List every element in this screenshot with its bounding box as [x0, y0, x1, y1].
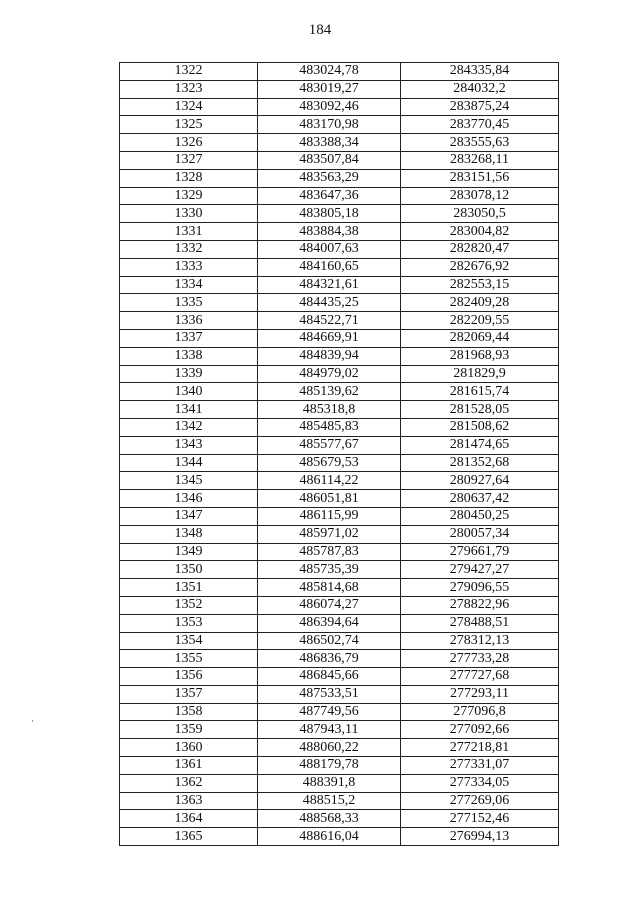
x-coordinate-cell: 486074,27 [258, 596, 401, 614]
table-row [120, 739, 559, 757]
y-coordinate-cell: 283004,82 [401, 223, 559, 241]
table-row [120, 418, 559, 436]
y-coordinate-cell: 281528,05 [401, 401, 559, 419]
point-number-cell: 1344 [120, 454, 258, 472]
table-row [120, 205, 559, 223]
x-coordinate-cell: 484007,63 [258, 240, 401, 258]
x-coordinate-cell: 483024,78 [258, 63, 401, 81]
point-number-cell: 1341 [120, 401, 258, 419]
point-number-cell: 1324 [120, 98, 258, 116]
table-row [120, 294, 559, 312]
table-row [120, 454, 559, 472]
y-coordinate-cell: 280927,64 [401, 472, 559, 490]
table-row [120, 401, 559, 419]
x-coordinate-cell: 487533,51 [258, 685, 401, 703]
table-row [120, 650, 559, 668]
point-number-cell: 1326 [120, 134, 258, 152]
y-coordinate-cell: 278822,96 [401, 596, 559, 614]
point-number-cell: 1339 [120, 365, 258, 383]
table-row [120, 596, 559, 614]
x-coordinate-cell: 483805,18 [258, 205, 401, 223]
y-coordinate-cell: 283268,11 [401, 151, 559, 169]
x-coordinate-cell: 488616,04 [258, 828, 401, 846]
point-number-cell: 1327 [120, 151, 258, 169]
y-coordinate-cell: 282676,92 [401, 258, 559, 276]
x-coordinate-cell: 485971,02 [258, 525, 401, 543]
x-coordinate-cell: 487749,56 [258, 703, 401, 721]
point-number-cell: 1363 [120, 792, 258, 810]
point-number-cell: 1354 [120, 632, 258, 650]
point-number-cell: 1334 [120, 276, 258, 294]
point-number-cell: 1333 [120, 258, 258, 276]
y-coordinate-cell: 283050,5 [401, 205, 559, 223]
x-coordinate-cell: 484839,94 [258, 347, 401, 365]
point-number-cell: 1350 [120, 561, 258, 579]
x-coordinate-cell: 484160,65 [258, 258, 401, 276]
table-row [120, 347, 559, 365]
y-coordinate-cell: 281829,9 [401, 365, 559, 383]
point-number-cell: 1360 [120, 739, 258, 757]
y-coordinate-cell: 278312,13 [401, 632, 559, 650]
x-coordinate-cell: 483170,98 [258, 116, 401, 134]
y-coordinate-cell: 283875,24 [401, 98, 559, 116]
table-row [120, 579, 559, 597]
table-row [120, 223, 559, 241]
table-row [120, 757, 559, 775]
y-coordinate-cell: 284335,84 [401, 63, 559, 81]
table-row [120, 525, 559, 543]
x-coordinate-cell: 488568,33 [258, 810, 401, 828]
coordinates-table [119, 62, 559, 846]
table-row [120, 329, 559, 347]
table-row [120, 134, 559, 152]
table-row [120, 472, 559, 490]
table-row [120, 614, 559, 632]
table-row [120, 80, 559, 98]
y-coordinate-cell: 281968,93 [401, 347, 559, 365]
point-number-cell: 1345 [120, 472, 258, 490]
table-row [120, 276, 559, 294]
point-number-cell: 1359 [120, 721, 258, 739]
y-coordinate-cell: 278488,51 [401, 614, 559, 632]
x-coordinate-cell: 483019,27 [258, 80, 401, 98]
x-coordinate-cell: 483092,46 [258, 98, 401, 116]
x-coordinate-cell: 485577,67 [258, 436, 401, 454]
x-coordinate-cell: 488515,2 [258, 792, 401, 810]
table-row [120, 240, 559, 258]
y-coordinate-cell: 282409,28 [401, 294, 559, 312]
point-number-cell: 1330 [120, 205, 258, 223]
table-row [120, 98, 559, 116]
x-coordinate-cell: 484321,61 [258, 276, 401, 294]
point-number-cell: 1364 [120, 810, 258, 828]
y-coordinate-cell: 277092,66 [401, 721, 559, 739]
y-coordinate-cell: 280637,42 [401, 490, 559, 508]
y-coordinate-cell: 281615,74 [401, 383, 559, 401]
y-coordinate-cell: 277096,8 [401, 703, 559, 721]
y-coordinate-cell: 283555,63 [401, 134, 559, 152]
point-number-cell: 1356 [120, 668, 258, 686]
table-row [120, 685, 559, 703]
point-number-cell: 1355 [120, 650, 258, 668]
x-coordinate-cell: 488391,8 [258, 774, 401, 792]
x-coordinate-cell: 487943,11 [258, 721, 401, 739]
point-number-cell: 1352 [120, 596, 258, 614]
x-coordinate-cell: 486845,66 [258, 668, 401, 686]
x-coordinate-cell: 485735,39 [258, 561, 401, 579]
x-coordinate-cell: 485814,68 [258, 579, 401, 597]
point-number-cell: 1362 [120, 774, 258, 792]
table-row [120, 365, 559, 383]
x-coordinate-cell: 485318,8 [258, 401, 401, 419]
point-number-cell: 1340 [120, 383, 258, 401]
point-number-cell: 1338 [120, 347, 258, 365]
y-coordinate-cell: 277152,46 [401, 810, 559, 828]
table-row [120, 312, 559, 330]
x-coordinate-cell: 486836,79 [258, 650, 401, 668]
table-row [120, 151, 559, 169]
table-row [120, 490, 559, 508]
y-coordinate-cell: 276994,13 [401, 828, 559, 846]
table-row [120, 436, 559, 454]
point-number-cell: 1351 [120, 579, 258, 597]
table-row [120, 169, 559, 187]
point-number-cell: 1361 [120, 757, 258, 775]
y-coordinate-cell: 283078,12 [401, 187, 559, 205]
y-coordinate-cell: 280450,25 [401, 507, 559, 525]
x-coordinate-cell: 486051,81 [258, 490, 401, 508]
point-number-cell: 1348 [120, 525, 258, 543]
point-number-cell: 1349 [120, 543, 258, 561]
y-coordinate-cell: 277727,68 [401, 668, 559, 686]
table-row [120, 774, 559, 792]
point-number-cell: 1325 [120, 116, 258, 134]
table-row [120, 63, 559, 81]
y-coordinate-cell: 282820,47 [401, 240, 559, 258]
y-coordinate-cell: 277293,11 [401, 685, 559, 703]
x-coordinate-cell: 485485,83 [258, 418, 401, 436]
table-row [120, 383, 559, 401]
table-row [120, 721, 559, 739]
x-coordinate-cell: 483884,38 [258, 223, 401, 241]
point-number-cell: 1335 [120, 294, 258, 312]
table-row [120, 258, 559, 276]
y-coordinate-cell: 281352,68 [401, 454, 559, 472]
y-coordinate-cell: 282553,15 [401, 276, 559, 294]
point-number-cell: 1336 [120, 312, 258, 330]
point-number-cell: 1329 [120, 187, 258, 205]
y-coordinate-cell: 283770,45 [401, 116, 559, 134]
x-coordinate-cell: 485787,83 [258, 543, 401, 561]
point-number-cell: 1337 [120, 329, 258, 347]
y-coordinate-cell: 283151,56 [401, 169, 559, 187]
x-coordinate-cell: 486394,64 [258, 614, 401, 632]
x-coordinate-cell: 486115,99 [258, 507, 401, 525]
x-coordinate-cell: 483563,29 [258, 169, 401, 187]
point-number-cell: 1358 [120, 703, 258, 721]
point-number-cell: 1347 [120, 507, 258, 525]
y-coordinate-cell: 277334,05 [401, 774, 559, 792]
x-coordinate-cell: 484435,25 [258, 294, 401, 312]
table-row [120, 792, 559, 810]
y-coordinate-cell: 279661,79 [401, 543, 559, 561]
point-number-cell: 1328 [120, 169, 258, 187]
point-number-cell: 1365 [120, 828, 258, 846]
x-coordinate-cell: 485139,62 [258, 383, 401, 401]
y-coordinate-cell: 279096,55 [401, 579, 559, 597]
table-row [120, 561, 559, 579]
y-coordinate-cell: 281508,62 [401, 418, 559, 436]
table-row [120, 828, 559, 846]
table-row [120, 703, 559, 721]
x-coordinate-cell: 484979,02 [258, 365, 401, 383]
y-coordinate-cell: 277733,28 [401, 650, 559, 668]
x-coordinate-cell: 484669,91 [258, 329, 401, 347]
point-number-cell: 1322 [120, 63, 258, 81]
y-coordinate-cell: 282069,44 [401, 329, 559, 347]
x-coordinate-cell: 486114,22 [258, 472, 401, 490]
point-number-cell: 1323 [120, 80, 258, 98]
scan-speck [32, 720, 33, 722]
table-row [120, 187, 559, 205]
y-coordinate-cell: 284032,2 [401, 80, 559, 98]
x-coordinate-cell: 485679,53 [258, 454, 401, 472]
x-coordinate-cell: 484522,71 [258, 312, 401, 330]
table-row [120, 668, 559, 686]
point-number-cell: 1346 [120, 490, 258, 508]
point-number-cell: 1343 [120, 436, 258, 454]
point-number-cell: 1342 [120, 418, 258, 436]
x-coordinate-cell: 483647,36 [258, 187, 401, 205]
point-number-cell: 1332 [120, 240, 258, 258]
y-coordinate-cell: 279427,27 [401, 561, 559, 579]
y-coordinate-cell: 282209,55 [401, 312, 559, 330]
y-coordinate-cell: 277269,06 [401, 792, 559, 810]
table-row [120, 543, 559, 561]
table-row [120, 632, 559, 650]
point-number-cell: 1353 [120, 614, 258, 632]
x-coordinate-cell: 488060,22 [258, 739, 401, 757]
x-coordinate-cell: 486502,74 [258, 632, 401, 650]
y-coordinate-cell: 280057,34 [401, 525, 559, 543]
page-number: 184 [308, 22, 332, 38]
table-row [120, 810, 559, 828]
y-coordinate-cell: 277331,07 [401, 757, 559, 775]
y-coordinate-cell: 281474,65 [401, 436, 559, 454]
coordinates-table-body [120, 63, 559, 846]
x-coordinate-cell: 488179,78 [258, 757, 401, 775]
point-number-cell: 1331 [120, 223, 258, 241]
x-coordinate-cell: 483507,84 [258, 151, 401, 169]
table-row [120, 507, 559, 525]
x-coordinate-cell: 483388,34 [258, 134, 401, 152]
point-number-cell: 1357 [120, 685, 258, 703]
table-row [120, 116, 559, 134]
y-coordinate-cell: 277218,81 [401, 739, 559, 757]
